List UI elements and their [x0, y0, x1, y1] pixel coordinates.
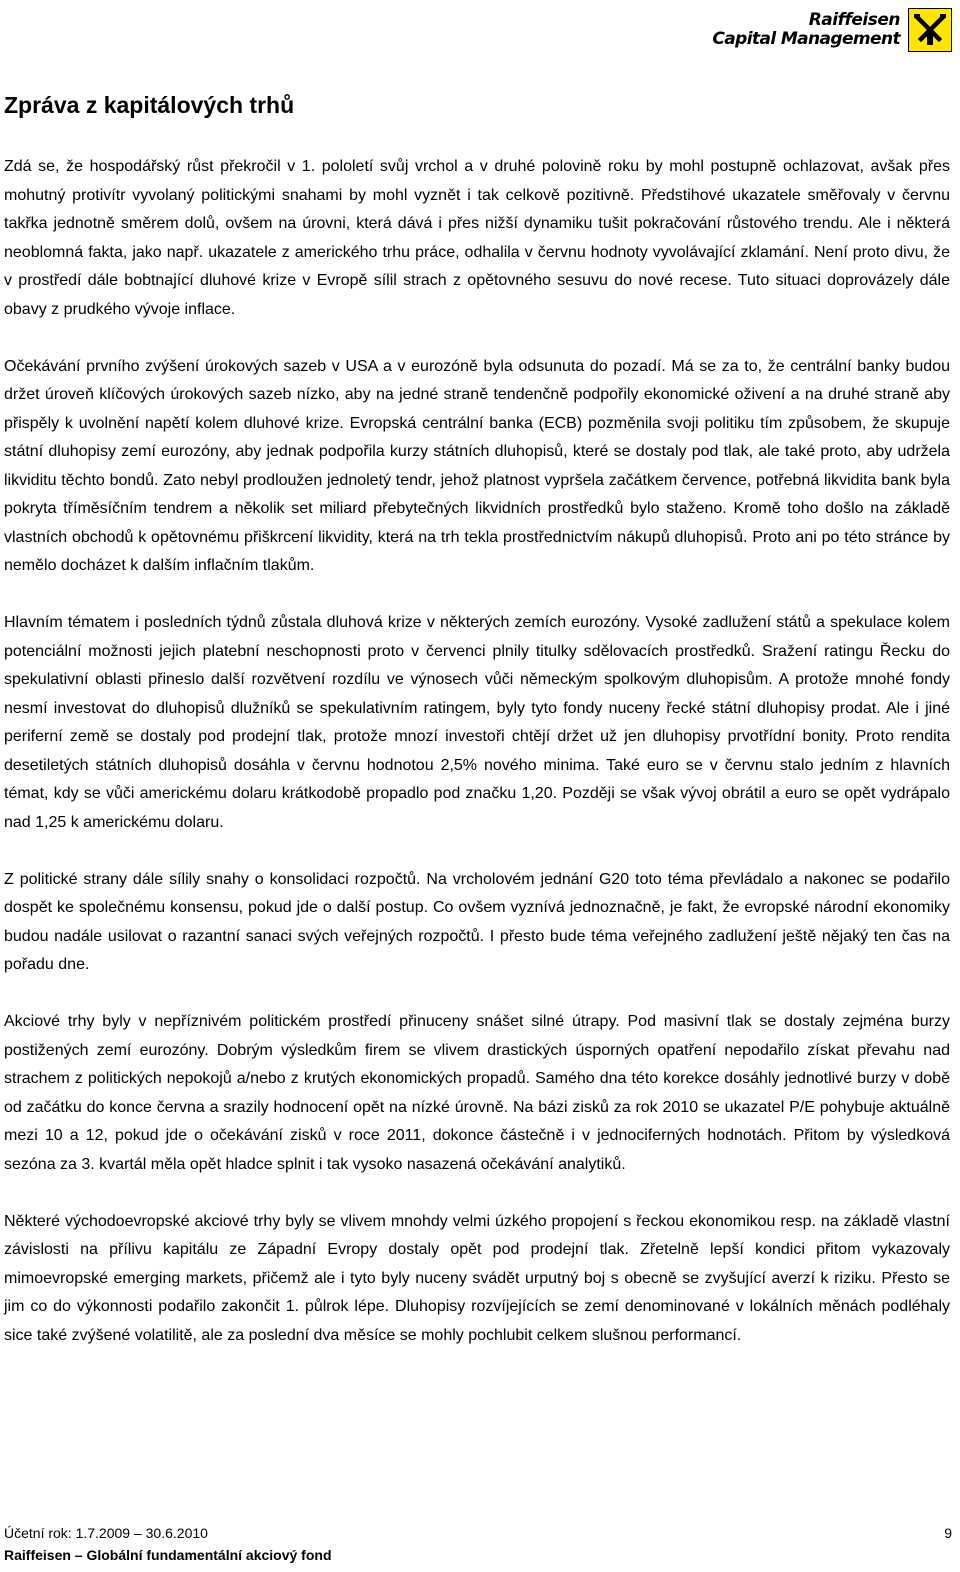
paragraph-interest-rates: Očekávání prvního zvýšení úrokových sazeb v USA a v eurozóně byla odsunuta do pozadí. Má se za to, že centrální banky budou držet úroveň klíčových úrokových sazeb nízko, aby na jedné straně tendenčně podpořily ekonomické oživení a na druhé straně aby přispěly k uvolnění napětí kolem dluhové krize. Evropská centrální banka (ECB) pozměnila svoji politiku tím způsobem, že skupuje státní dluhopisy zemí eurozóny, aby jednak podpořila kurzy státních dluhopisů, které se dostaly pod tlak, ale také proto, aby udržela likviditu těchto bondů. Zato nebyl prodloužen jednoletý tendr, jehož platnost vypršela začátkem července, potřebná likvidita bank byla pokryta tříměsíčním tendrem a několik set miliard přebytečných likvidních prostředků bylo staženo. Kromě toho došlo na základě vlastních obchodů k opětovnému přiškrcení likvidity, která na trh tekla prostřednictvím nákupů dluhopisů. Proto ani po této stránce by nemělo docházet k dalším inflačním tlakům.	[4, 357, 950, 574]
logo-wordmark	[712, 12, 900, 48]
crossed-gables-svg	[912, 12, 948, 48]
page-title: Zpráva z kapitálových trhů	[4, 92, 295, 118]
fiscal-year-label: Účetní rok: 1.7.2009 – 30.6.2010	[4, 1525, 208, 1541]
page-footer	[4, 1523, 952, 1565]
paragraph-eastern-europe: Některé východoevropské akciové trhy byly se vlivem mnohdy velmi úzkého propojení s řeckou ekonomikou resp. na základě vlastní závislosti na přílivu kapitálu ze Západní Evropy dostaly opět pod prodejní tlak. Zřetelně lepší kondici přitom vykazovaly mimoevropské emerging markets, přičemž ale i tyto byly nuceny svádět urputný boj s obecně se zvyšující averzí k riziku. Přesto se jim co do výkonnosti podařilo zakončit 1. půlrok lépe. Dluhopisy rozvíjejících se zemí denominované v lokálních měnách podléhaly sice také zvýšené volatilitě, ale za poslední dva měsíce se mohly pochlubit celkem slušnou performancí.	[4, 1212, 950, 1344]
fund-name: Raiffeisen – Globální fundamentální akciový fond	[4, 1547, 332, 1563]
paragraph-budget-consolidation: Z politické strany dále sílily snahy o konsolidaci rozpočtů. Na vrcholovém jednání G20 toto téma převládalo a nakonec se podařilo dospět ke společnému konsensu, pokud jde o další postup. Co ovšem vyznívá jednoznačně, je fakt, že evropské národní ekonomiky budou nadále usilovat o razantní sanaci svých veřejných rozpočtů. I přesto bude téma veřejného zadlužení ještě nějaký ten čas na pořadu dne.	[4, 870, 950, 973]
logo-line-capital-management: Capital Management	[712, 29, 900, 49]
paragraph-debt-crisis: Hlavním tématem i posledních týdnů zůstala dluhová krize v některých zemích eurozóny. Vysoké zadlužení států a spekulace kolem potenciální možnosti jejich platební neschopnosti proto v červenci plnily titulky sdělovacích prostředků. Sražení ratingu Řecku do spekulativní oblasti přineslo další rozvětvení rozdílu ve výnosech vůči německým spolkovým dluhopisům. A protože mnohé fondy nesmí investovat do dluhopisů dlužníků se spekulativním ratingem, byly tyto fondy nuceny řecké státní dluhopisy prodat. Ale i jiné periferní země se dostaly pod prodejní tlak, protože mnozí investoři chtějí držet už jen dluhopisy prvotřídní bonity. Proto rendita desetiletých státních dluhopisů dosáhla v červnu hodnotou 2,5% nového minima. Také euro se v červnu stalo jedním z hlavních témat, kdy se vůči americkému dolaru krátkodobě propadlo pod značku 1,20. Později se však vývoj obrátil a euro se opět vydrápalo nad 1,25 k americkému dolaru.	[4, 614, 950, 831]
logo-line-raiffeisen: Raiffeisen	[808, 10, 900, 30]
raiffeisen-logo	[712, 8, 952, 52]
paragraph-equity-markets: Akciové trhy byly v nepříznivém politickém prostředí přinuceny snášet silné útrapy. Pod masivní tlak se dostaly zejména burzy postižených zemí eurozóny. Dobrým výsledkům firem se vlivem drastických úsporných opatření nepodařilo získat převahu nad strachem z politických nepokojů a/nebo z krutých ekonomických propadů. Samého dna této korekce dosáhly jednotlivé burzy v době od začátku do konce června a srazily hodnocení opět na nízké úrovně. Na bázi zisků za rok 2010 se ukazatel P/E pohybuje aktuálně mezi 10 a 12, pokud jde o očekávání zisků v roce 2011, dokonce částečně i v jednociferných hodnotách. Přitom by výsledková sezóna za 3. kvartál měla opět hladce splnit i tak vysoko nasazená očekávání analytiků.	[4, 1013, 950, 1173]
page-number: 9	[944, 1525, 952, 1541]
paragraph-growth-outlook: Zdá se, že hospodářský růst překročil v 1. pololetí svůj vrchol a v druhé polovině roku by mohl postupně ochlazovat, avšak přes mohutný protivítr vyvolaný politickými snahami by mohl vyznět i tak celkově pozitivně. Předstihové ukazatele směřovaly v červnu takřka jednotně směrem dolů, ovšem na úrovni, která dává i přes nižší dynamiku tušit pokračování růstového trendu. Ale i některá neoblomná fakta, jako např. ukazatele z amerického trhu práce, odhalila v červnu hodnoty vyvolávající zklamání. Není proto divu, že v prostředí dále bobtnající dluhové krize v Evropě sílil strach z opětovného sesuvu do nové recese. Tuto situaci doprovázely dále obavy z prudkého vývoje inflace.	[4, 158, 950, 318]
raiffeisen-crossed-gables-icon	[908, 8, 952, 52]
article-body	[4, 153, 950, 1379]
